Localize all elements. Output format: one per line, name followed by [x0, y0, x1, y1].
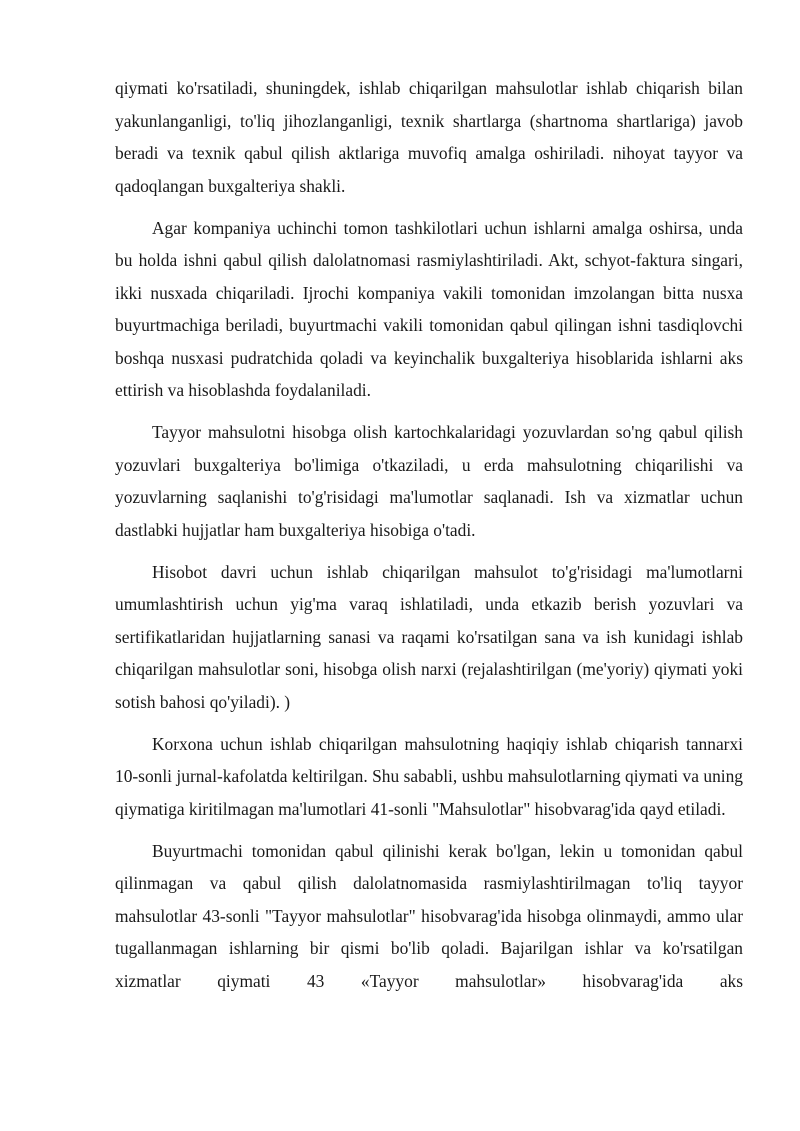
- paragraph-accounting-records: Tayyor mahsulotni hisobga olish kartochkalaridagi yozuvlardan so'ng qabul qilish yozuvlari buxgalteriya bo'limiga o'tkaziladi, u erda mahsulotning chiqarilishi va yozuvlarning saqlanishi to'g'risidagi ma'lumotlar saqlanadi. Ish va xizmatlar uchun dastlabki hujjatlar ham buxgalteriya hisobiga o'tadi.: [115, 422, 743, 540]
- paragraph-summary-sheet: Hisobot davri uchun ishlab chiqarilgan mahsulot to'g'risidagi ma'lumotlarni umumlashtirish uchun yig'ma varaq ishlatiladi, unda etkazib berish yozuvlari va sertifikatlaridan hujjatlarning sanasi va raqami ko'rsatilgan sana va ish kunidagi ishlab chiqarilgan mahsulotlar soni, hisobga olish narxi (rejalashtirilgan (me'yoriy) qiymati yoki sotish bahosi qo'yiladi). ): [115, 561, 743, 712]
- document-body: [115, 72, 743, 997]
- paragraph-finished-products: Buyurtmachi tomonidan qabul qilinishi kerak bo'lgan, lekin u tomonidan qabul qilinmagan va qabul qilish dalolatnomasida rasmiylashtirilmagan to'liq tayyor mahsulotlar 43-sonli "Tayyor mahsulotlar" hisobvarag'ida hisobga olinmaydi, ammo ular tugallanmagan ishlarning bir qismi bo'lib qoladi. Bajarilgan ishlar va ko'rsatilgan xizmatlar qiymati 43 «Tayyor mahsulotlar» hisobvarag'ida aks: [115, 840, 743, 991]
- paragraph-continuation: qiymati ko'rsatiladi, shuningdek, ishlab chiqarilgan mahsulotlar ishlab chiqarish bilan yakunlanganligi, to'liq jihozlanganligi, texnik shartlarga (shartnoma shartlariga) javob beradi va texnik qabul qilish aktlariga muvofiq amalga oshiriladi. nihoyat tayyor va qadoqlangan buxgalteriya shakli.: [115, 78, 743, 196]
- paragraph-acceptance-act: Agar kompaniya uchinchi tomon tashkilotlari uchun ishlarni amalga oshirsa, unda bu holda ishni qabul qilish dalolatnomasi rasmiylashtiriladi. Akt, schyot-faktura singari, ikki nusxada chiqariladi. Ijrochi kompaniya vakili tomonidan imzolangan bitta nusxa buyurtmachiga beriladi, buyurtmachi vakili tomonidan qabul qilingan ishni tasdiqlovchi boshqa nusxasi pudratchida qoladi va keyinchalik buxgalteriya hisoblarida ishlarni aks ettirish va hisoblashda foydalaniladi.: [115, 217, 743, 400]
- paragraph-production-cost: Korxona uchun ishlab chiqarilgan mahsulotning haqiqiy ishlab chiqarish tannarxi 10-sonli jurnal-kafolatda keltirilgan. Shu sababli, ushbu mahsulotlarning qiymati va uning qiymatiga kiritilmagan ma'lumotlari 41-sonli "Mahsulotlar" hisobvarag'ida qayd etiladi.: [115, 733, 743, 819]
